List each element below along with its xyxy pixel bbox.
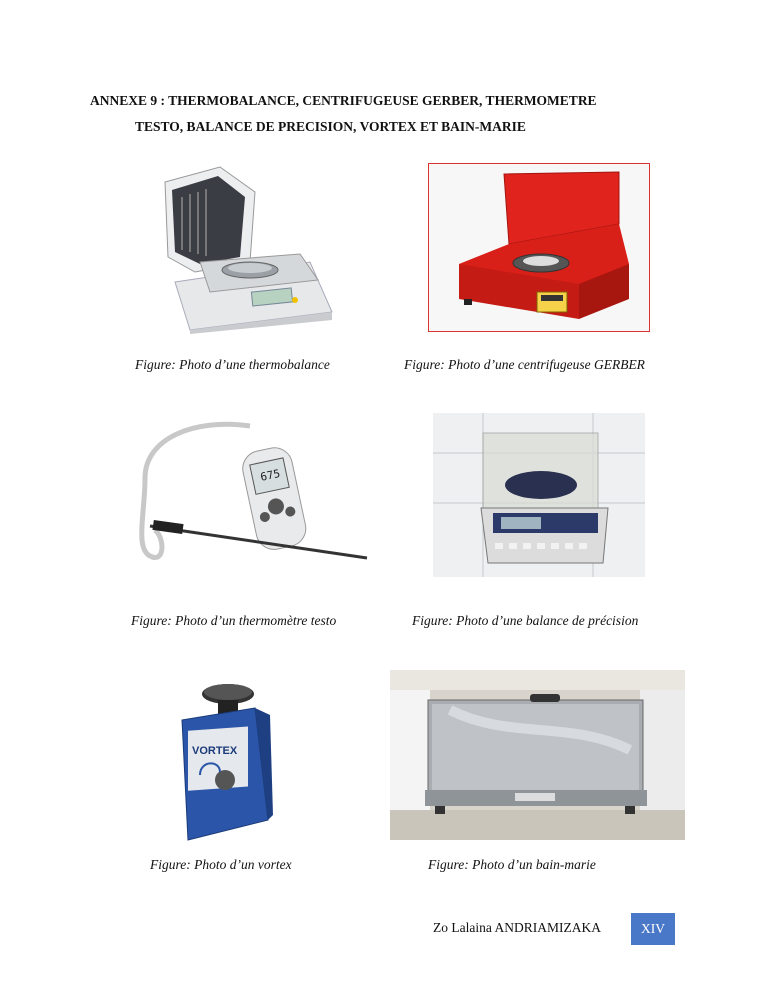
bain-marie-photo bbox=[390, 670, 685, 840]
footer-author: Zo Lalaina ANDRIAMIZAKA bbox=[433, 920, 601, 935]
caption-centrifuge: Figure: Photo d’une centrifugeuse GERBER bbox=[404, 357, 645, 372]
page-number-badge: XIV bbox=[631, 913, 675, 945]
caption-thermometer: Figure: Photo d’un thermomètre testo bbox=[131, 613, 337, 628]
svg-text:675: 675 bbox=[259, 466, 282, 484]
vortex-photo bbox=[170, 680, 275, 845]
thermometer-photo bbox=[125, 418, 370, 566]
caption-thermobalance: Figure: Photo d’une thermobalance bbox=[135, 357, 330, 372]
centrifuge-photo bbox=[428, 163, 650, 332]
annex-title-line2: TESTO, BALANCE DE PRECISION, VORTEX ET BAIN-MARIE bbox=[135, 119, 526, 134]
caption-precision-balance: Figure: Photo d’une balance de précision bbox=[412, 613, 639, 628]
annex-title-line1: ANNEXE 9 : THERMOBALANCE, CENTRIFUGEUSE GERBER, THERMOMETRE bbox=[90, 93, 597, 108]
thermobalance-photo bbox=[160, 162, 335, 334]
precision-balance-photo bbox=[433, 413, 645, 577]
annex-title bbox=[90, 88, 597, 140]
svg-text:VORTEX: VORTEX bbox=[192, 745, 238, 757]
caption-vortex: Figure: Photo d’un vortex bbox=[150, 857, 292, 872]
caption-bain-marie: Figure: Photo d’un bain-marie bbox=[428, 857, 596, 872]
